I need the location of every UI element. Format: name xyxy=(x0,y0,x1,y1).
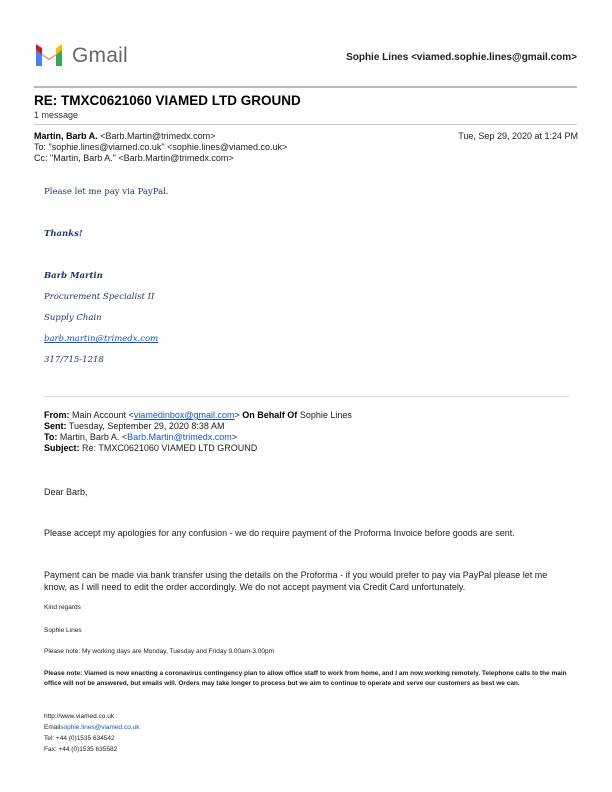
quoted-email-line xyxy=(44,723,569,733)
quoted-sent-label: Sent: xyxy=(44,421,67,431)
quoted-greeting: Dear Barb, xyxy=(44,487,88,497)
quote-divider xyxy=(44,396,569,397)
signature-email-link[interactable]: barb.martin@trimedx.com xyxy=(44,334,159,344)
quoted-sent-line xyxy=(44,421,224,432)
quoted-behalf-value: Sophie Lines xyxy=(299,410,352,420)
signature-dept: Supply Chain xyxy=(44,313,102,323)
to-line: To: "sophie.lines@viamed.co.uk" <sophie.lines@viamed.co.uk> xyxy=(34,142,288,152)
account-label: Sophie Lines <viamed.sophie.lines@gmail.com> xyxy=(346,52,577,63)
sender-line xyxy=(34,131,215,142)
thread-subject: RE: TMXC0621060 VIAMED LTD GROUND xyxy=(34,93,301,108)
quoted-to-label: To: xyxy=(44,432,58,442)
sender-name: Martin, Barb A. xyxy=(34,131,98,141)
message-count: 1 message xyxy=(34,110,79,120)
signature-name: Barb Martin xyxy=(44,271,103,281)
quoted-paragraph-2: Payment can be made via bank transfer using the details on the Proforma - if you would prefer to pay via PayPal please let me know, as I will need to edit the order accordingly. We do not accept payment via Credit Card unfortunately. xyxy=(44,570,548,592)
quoted-working-days-note: Please note: My working days are Monday, Tuesday and Friday 9.00am-3.00pm xyxy=(44,648,275,655)
quoted-from-value: Main Account < xyxy=(72,410,134,420)
quoted-from-line xyxy=(44,410,352,421)
quoted-fax: Fax: +44 (0)1535 635582 xyxy=(44,746,118,753)
quoted-to-email-link[interactable]: Barb.Martin@trimedx.com xyxy=(127,432,232,442)
quoted-email-label: Email xyxy=(44,724,61,731)
quoted-signer: Sophie Lines xyxy=(44,627,82,634)
quoted-regards: Kind regards xyxy=(44,604,81,611)
sender-email: <Barb.Martin@trimedx.com> xyxy=(100,131,216,141)
signature-title: Procurement Specialist II xyxy=(44,292,155,302)
reply-body-line: Please let me pay via PayPal. xyxy=(44,187,169,197)
message-date: Tue, Sep 29, 2020 at 1:24 PM xyxy=(458,131,578,141)
gmail-logo-icon xyxy=(34,44,64,68)
quoted-to-close: > xyxy=(231,432,238,442)
subject-divider xyxy=(34,124,577,125)
quoted-behalf-label: On Behalf Of xyxy=(242,410,298,420)
quoted-subject-label: Subject: xyxy=(44,443,80,453)
quoted-email-link[interactable]: sophie.lines@viamed.co.uk xyxy=(60,724,140,731)
quoted-subject-line xyxy=(44,443,257,454)
quoted-from-label: From: xyxy=(44,410,70,420)
quoted-paragraph-1: Please accept my apologies for any confusion - we do require payment of the Proforma Invoice before goods are sent. xyxy=(44,528,515,538)
quoted-sent-value: Tuesday, September 29, 2020 8:38 AM xyxy=(68,421,225,431)
header-divider xyxy=(34,86,577,88)
reply-thanks: Thanks! xyxy=(44,229,83,239)
cc-line: Cc: "Martin, Barb A." <Barb.Martin@trimedx.com> xyxy=(34,153,234,163)
gmail-wordmark: Gmail xyxy=(72,44,128,67)
quoted-from-email-link[interactable]: viamedinbox@gmail.com xyxy=(133,410,235,420)
quoted-website-link[interactable]: http://www.viamed.co.uk xyxy=(44,713,115,720)
quoted-from-close: > xyxy=(234,410,240,420)
quoted-covid-note: Please note: Viamed is now enacting a coronavirus contingency plan to allow office staff to work from home, and I am now working remotely. Telephone calls to the main office will not be answered, but emails will. Orders may take longer to process but we aim to continue to operate and serve our customers as best we can. xyxy=(44,670,567,687)
quoted-subject-value: Re: TMXC0621060 VIAMED LTD GROUND xyxy=(82,443,258,453)
quoted-to-line xyxy=(44,432,237,443)
signature-phone: 317/715-1218 xyxy=(44,355,104,365)
quoted-to-value: Martin, Barb A. < xyxy=(59,432,128,442)
quoted-tel: Tel: +44 (0)1535 634542 xyxy=(44,735,115,742)
